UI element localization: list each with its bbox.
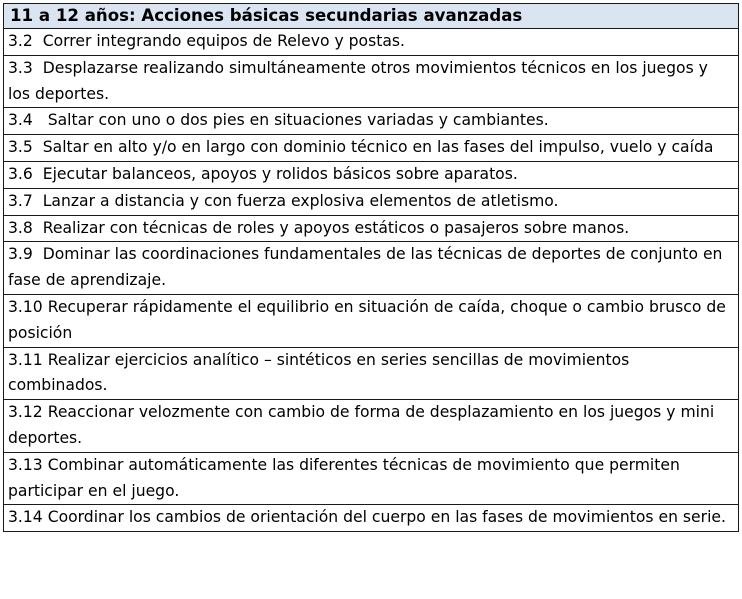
- code-spacer: [33, 192, 43, 210]
- table-cell: [4, 242, 739, 295]
- table-row: [4, 242, 739, 295]
- table-row: [4, 108, 739, 135]
- table-cell: [4, 347, 739, 400]
- table-cell: [4, 294, 739, 347]
- code-spacer: [33, 165, 43, 183]
- header-row: [4, 4, 739, 29]
- table-cell: [4, 452, 739, 505]
- objective-text: Dominar las coordinaciones fundamentales de las técnicas de deportes de conjunto en fase de aprendizaje.: [8, 245, 723, 290]
- table-cell: [4, 215, 739, 242]
- objective-text: Saltar con uno o dos pies en situaciones variadas y cambiantes.: [47, 111, 549, 130]
- code-spacer: [33, 59, 43, 77]
- objective-code: 3.6: [8, 164, 33, 183]
- table-header: 11 a 12 años: Acciones básicas secundarias avanzadas: [4, 4, 739, 29]
- table-cell: [4, 188, 739, 215]
- objective-text: Ejecutar balanceos, apoyos y rolidos básicos sobre aparatos.: [42, 164, 518, 183]
- code-spacer: [33, 219, 43, 237]
- table-row: [4, 452, 739, 505]
- objective-text: Reaccionar velozmente con cambio de forma de desplazamiento en los juegos y mini deportes.: [8, 403, 715, 447]
- objective-code: 3.12: [8, 403, 43, 422]
- table-cell: [4, 29, 739, 56]
- table-row: [4, 347, 739, 400]
- objective-text: Lanzar a distancia y con fuerza explosiva elementos de atletismo.: [42, 191, 559, 210]
- objective-code: 3.2: [8, 32, 33, 50]
- objective-code: 3.13: [8, 455, 43, 474]
- table-row: [4, 135, 739, 162]
- table-row: [4, 55, 739, 108]
- objectives-table: [3, 3, 739, 532]
- objective-text: Desplazarse realizando simultáneamente otros movimientos técnicos en los juegos y los deportes.: [8, 58, 708, 103]
- objective-code: 3.11: [8, 350, 43, 369]
- code-spacer: [33, 245, 43, 263]
- objective-text: Recuperar rápidamente el equilibrio en situación de caída, choque o cambio brusco de posición: [8, 297, 726, 342]
- objective-code: 3.3: [8, 58, 33, 77]
- table-cell: [4, 400, 739, 453]
- table-cell: [4, 161, 739, 188]
- objective-text: Coordinar los cambios de orientación del cuerpo en las fases de movimientos en serie.: [47, 508, 726, 527]
- objective-code: 3.7: [8, 191, 33, 210]
- table-cell: [4, 135, 739, 162]
- objective-code: 3.4: [8, 111, 33, 130]
- code-spacer: [33, 138, 43, 156]
- objective-text: Saltar en alto y/o en largo con dominio técnico en las fases del impulso, vuelo y caída: [42, 138, 714, 157]
- table-body: [4, 29, 739, 532]
- table-row: [4, 505, 739, 532]
- code-spacer: [33, 32, 43, 50]
- table-row: [4, 188, 739, 215]
- table-row: [4, 29, 739, 56]
- table-cell: [4, 108, 739, 135]
- table-cell: [4, 505, 739, 532]
- objective-code: 3.8: [8, 218, 33, 237]
- table-row: [4, 294, 739, 347]
- objective-code: 3.5: [8, 138, 33, 157]
- objective-text: Realizar ejercicios analítico – sintéticos en series sencillas de movimientos combinados.: [8, 350, 630, 395]
- objective-text: Realizar con técnicas de roles y apoyos estáticos o pasajeros sobre manos.: [42, 218, 630, 237]
- objective-code: 3.9: [8, 245, 33, 264]
- table-cell: [4, 55, 739, 108]
- table-row: [4, 161, 739, 188]
- table-row: [4, 215, 739, 242]
- objective-text: Combinar automáticamente las diferentes técnicas de movimiento que permiten participar en el juego.: [8, 455, 680, 500]
- code-spacer: [33, 111, 48, 129]
- objective-code: 3.14: [8, 508, 43, 527]
- objective-text: Correr integrando equipos de Relevo y postas.: [42, 32, 405, 50]
- table-row: [4, 400, 739, 453]
- objective-code: 3.10: [8, 297, 43, 316]
